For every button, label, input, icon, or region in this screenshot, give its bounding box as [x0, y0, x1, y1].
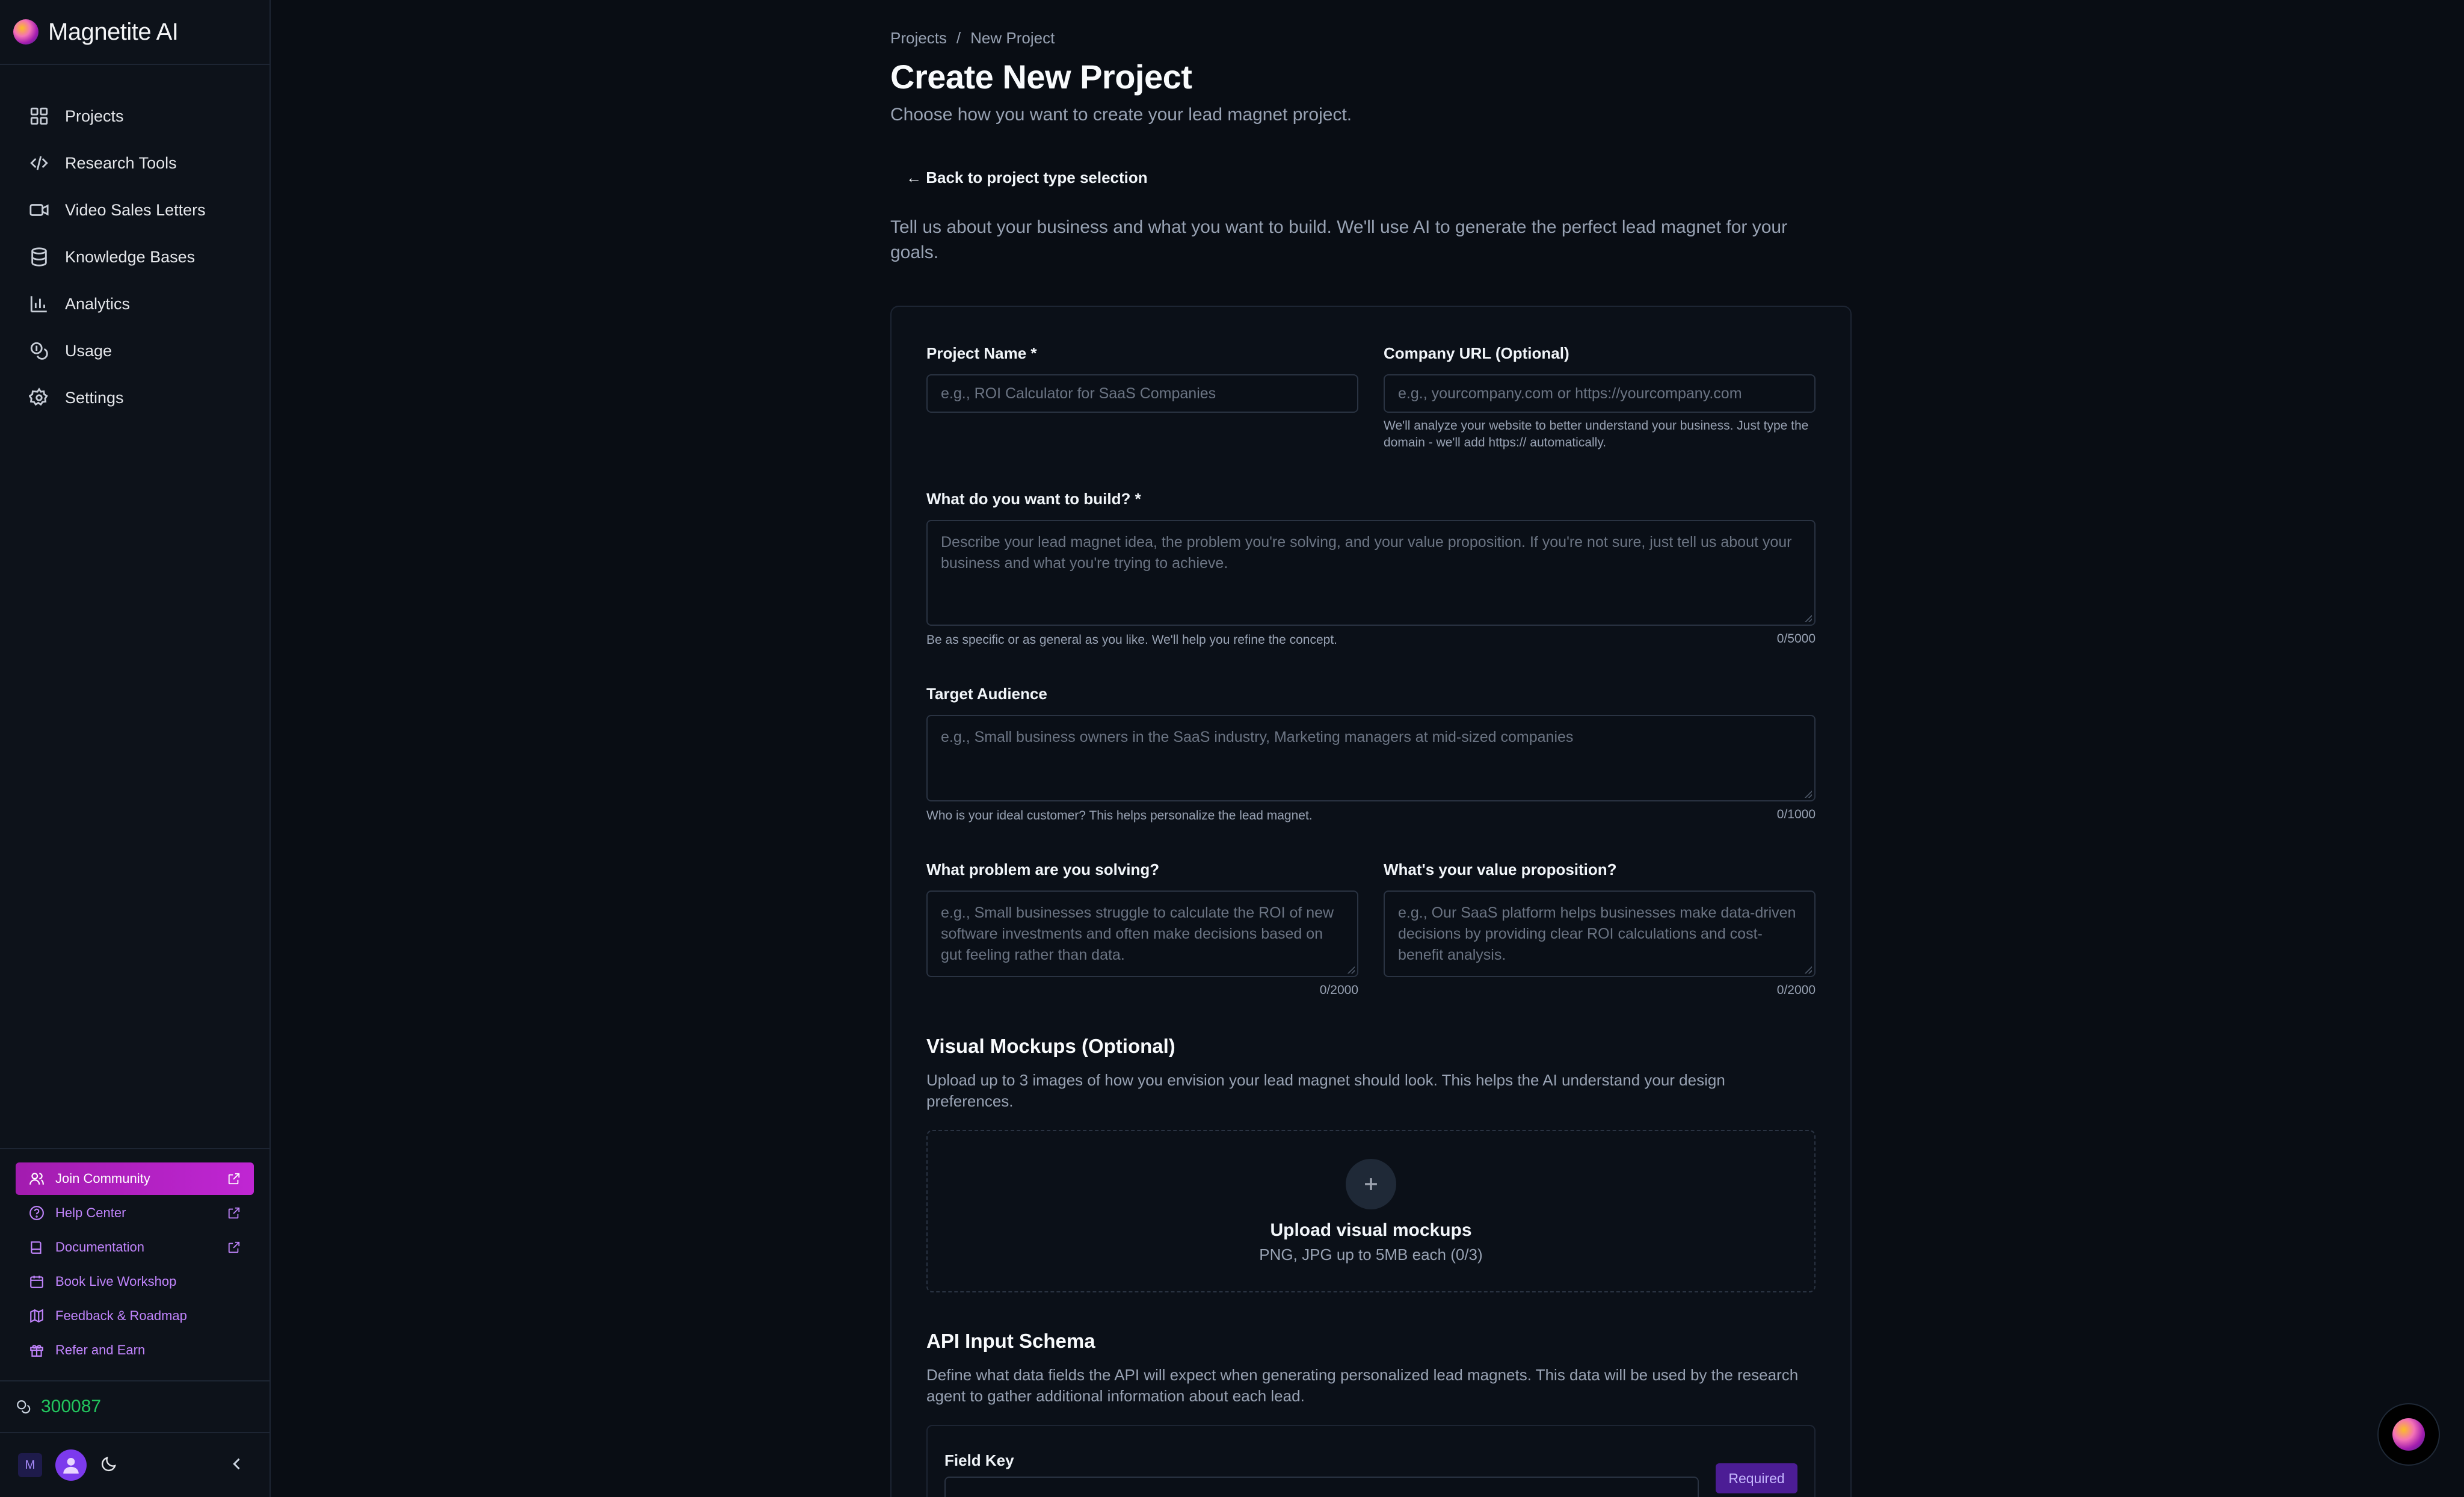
help-center-link[interactable] — [16, 1197, 254, 1229]
coins-icon — [29, 341, 49, 361]
nav-item-settings[interactable] — [0, 374, 270, 421]
join-community-link[interactable] — [16, 1162, 254, 1195]
page-title: Create New Project — [890, 58, 1192, 96]
main-nav — [0, 65, 270, 421]
resource-label: Feedback & Roadmap — [55, 1308, 187, 1323]
credits-value: 300087 — [41, 1397, 102, 1416]
resource-label: Refer and Earn — [55, 1342, 146, 1357]
magnetite-logo-icon — [13, 19, 38, 45]
back-to-type-selection-link[interactable]: ← Back to project type selection — [906, 168, 1148, 187]
required-toggle[interactable]: Required — [1716, 1463, 1797, 1493]
calendar-icon — [29, 1274, 45, 1289]
collapse-sidebar-button[interactable] — [229, 1455, 245, 1475]
nav-label: Analytics — [65, 294, 131, 313]
mockup-upload-dropzone[interactable] — [926, 1130, 1816, 1292]
avatar[interactable] — [55, 1449, 87, 1481]
moon-icon — [100, 1455, 118, 1473]
api-input-schema-desc: Define what data fields the API will expect when generating personalized lead magnets. This data will be used by the research agent to gather additional information about each lead. — [926, 1366, 1799, 1405]
bar-chart-icon — [29, 294, 49, 314]
chat-launcher-button[interactable] — [2377, 1403, 2440, 1466]
resize-handle[interactable] — [1348, 966, 1355, 974]
company-url-label: Company URL (Optional) — [1384, 344, 1569, 362]
coins-icon — [16, 1399, 31, 1415]
brand[interactable] — [0, 0, 270, 65]
target-audience-help: Who is your ideal customer? This helps personalize the lead magnet. — [926, 809, 1313, 823]
placeholder: Describe your lead magnet idea, the problem you're solving, and your value proposition. If you're not sure, just tell us about your business and what you're trying to achieve. — [941, 534, 1792, 572]
user-icon — [61, 1455, 81, 1475]
nav-item-usage[interactable] — [0, 327, 270, 374]
database-icon — [29, 247, 49, 267]
plus-icon — [1361, 1174, 1381, 1194]
resource-label: Book Live Workshop — [55, 1274, 177, 1289]
build-char-count: 0/5000 — [1776, 632, 1816, 646]
external-link-icon — [227, 1206, 241, 1220]
resize-handle[interactable] — [1805, 615, 1812, 622]
field-key-label: Field Key — [944, 1451, 1014, 1469]
target-audience-label: Target Audience — [926, 685, 1047, 703]
placeholder: e.g., yourcompany.com or https://yourcompany.com — [1398, 384, 1742, 402]
breadcrumb — [890, 29, 1853, 48]
page-header — [890, 29, 1853, 265]
build-label: What do you want to build? * — [926, 490, 1141, 508]
nav-item-analytics[interactable] — [0, 280, 270, 327]
upload-subtitle: PNG, JPG up to 5MB each (0/3) — [1259, 1245, 1483, 1264]
project-name-input[interactable] — [926, 374, 1358, 413]
brand-name: Magnetite AI — [48, 18, 179, 45]
nav-item-research-tools[interactable] — [0, 140, 270, 187]
target-audience-textarea[interactable] — [926, 715, 1816, 801]
intro-text: Tell us about your business and what you want to build. We'll use AI to generate the perfect lead magnet for your goals. — [890, 217, 1788, 262]
workspace-badge[interactable]: M — [18, 1453, 42, 1477]
page-subtitle: Choose how you want to create your lead magnet project. — [890, 105, 1352, 125]
value-proposition-textarea[interactable] — [1384, 890, 1816, 977]
placeholder: e.g., ROI Calculator for SaaS Companies — [941, 384, 1216, 402]
video-icon — [29, 200, 49, 220]
external-link-icon — [227, 1172, 241, 1185]
resources-list — [0, 1148, 270, 1380]
build-textarea[interactable] — [926, 520, 1816, 626]
magnetite-logo-icon — [2392, 1418, 2425, 1451]
visual-mockups-desc: Upload up to 3 images of how you envision your lead magnet should look. This helps the AI understand your design preferences. — [926, 1071, 1725, 1110]
theme-toggle[interactable] — [100, 1455, 118, 1476]
upload-title: Upload visual mockups — [1270, 1220, 1472, 1240]
company-url-input[interactable] — [1384, 374, 1816, 413]
breadcrumb-separator: / — [956, 29, 961, 47]
value-proposition-char-count: 0/2000 — [1776, 983, 1816, 997]
nav-label: Settings — [65, 388, 124, 407]
chevron-left-icon — [229, 1455, 245, 1472]
project-name-label: Project Name * — [926, 344, 1037, 362]
users-icon — [29, 1171, 45, 1187]
problem-char-count: 0/2000 — [1319, 983, 1358, 997]
api-input-schema-title: API Input Schema — [926, 1330, 1095, 1352]
book-live-workshop-link[interactable] — [16, 1265, 254, 1298]
schema-field-card — [926, 1425, 1816, 1497]
resource-label: Documentation — [55, 1239, 144, 1255]
documentation-link[interactable] — [16, 1231, 254, 1264]
company-url-help: We'll analyze your website to better understand your business. Just type the domain - we'll add https:// automatically. — [1384, 419, 1809, 449]
nav-label: Video Sales Letters — [65, 200, 206, 219]
refer-and-earn-link[interactable] — [16, 1334, 254, 1366]
field-key-input[interactable] — [944, 1477, 1699, 1497]
resize-handle[interactable] — [1805, 966, 1812, 974]
placeholder: e.g., Small business owners in the SaaS industry, Marketing managers at mid-sized companies — [941, 729, 1574, 745]
nav-label: Research Tools — [65, 153, 177, 172]
gift-icon — [29, 1342, 45, 1358]
main-content — [272, 0, 2464, 1497]
external-link-icon — [227, 1241, 241, 1254]
value-proposition-label: What's your value proposition? — [1384, 860, 1617, 878]
grid-icon — [29, 106, 49, 126]
nav-item-knowledge-bases[interactable] — [0, 233, 270, 280]
project-form — [890, 306, 1852, 1497]
help-circle-icon — [29, 1205, 45, 1221]
sidebar-footer — [0, 1432, 270, 1497]
build-help: Be as specific or as general as you like. We'll help you refine the concept. — [926, 633, 1337, 647]
problem-label: What problem are you solving? — [926, 860, 1160, 878]
target-audience-char-count: 0/1000 — [1776, 807, 1816, 821]
nav-label: Knowledge Bases — [65, 247, 196, 266]
visual-mockups-title: Visual Mockups (Optional) — [926, 1035, 1175, 1057]
resize-handle[interactable] — [1805, 791, 1812, 798]
credits-balance — [0, 1380, 270, 1432]
resource-label: Join Community — [55, 1171, 150, 1186]
code-icon — [29, 153, 49, 173]
book-icon — [29, 1239, 45, 1255]
sidebar — [0, 0, 271, 1497]
gear-icon — [29, 387, 49, 408]
nav-item-projects[interactable] — [0, 93, 270, 140]
feedback-roadmap-link[interactable] — [16, 1300, 254, 1332]
resource-label: Help Center — [55, 1205, 126, 1220]
nav-label: Usage — [65, 341, 112, 360]
placeholder: e.g., Our SaaS platform helps businesses make data-driven decisions by providing clear ROI calculations and cost-benefit analysis. — [1398, 904, 1796, 963]
problem-textarea[interactable] — [926, 890, 1358, 977]
upload-plus-button[interactable] — [1346, 1159, 1396, 1209]
placeholder: e.g., Small businesses struggle to calculate the ROI of new software investments and often make decisions based on gut feeling rather than data. — [941, 904, 1334, 963]
nav-label: Projects — [65, 106, 124, 125]
nav-item-video-sales-letters[interactable] — [0, 187, 270, 233]
map-icon — [29, 1308, 45, 1324]
breadcrumb-projects[interactable]: Projects — [890, 29, 947, 47]
breadcrumb-current: New Project — [970, 29, 1055, 47]
